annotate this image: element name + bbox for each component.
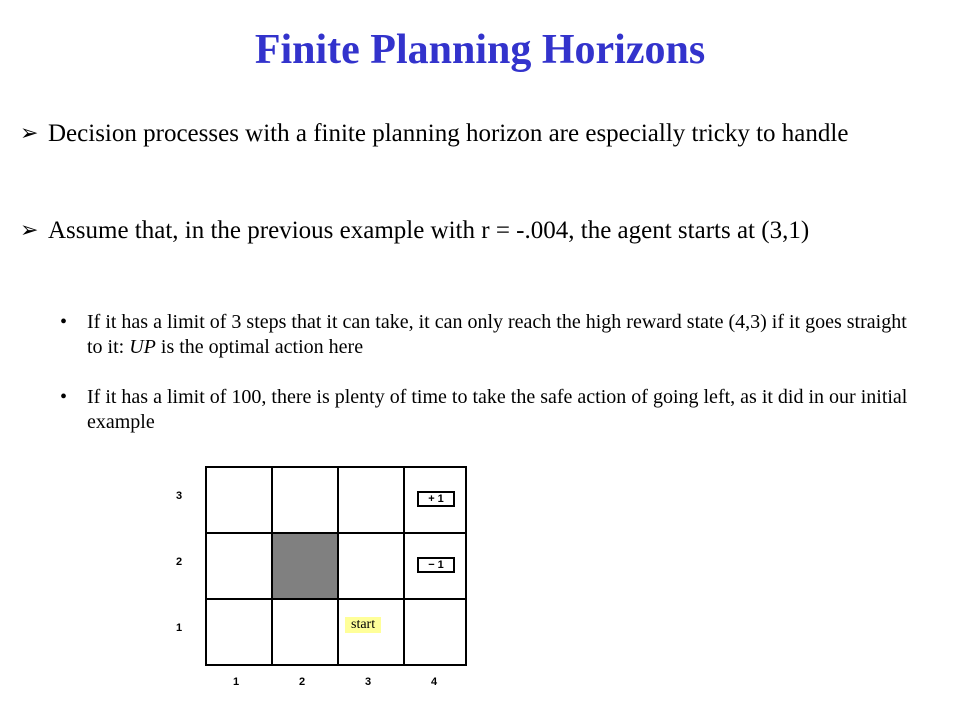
slide-title: Finite Planning Horizons bbox=[254, 27, 706, 73]
grid-cell bbox=[205, 466, 273, 534]
start-label: start bbox=[345, 617, 381, 633]
sub-bullet-text: If it has a limit of 3 steps that it can take, it can only reach the high reward state (4,3) if it goes straight to it: UP is the optimal action here bbox=[87, 311, 907, 358]
grid-cell bbox=[337, 532, 405, 600]
bullet-text: Decision processes with a finite planning horizon are especially tricky to handle bbox=[48, 120, 849, 147]
column-label: 3 bbox=[365, 676, 372, 688]
dot-bullet-icon: • bbox=[60, 311, 68, 333]
row-label: 2 bbox=[176, 556, 183, 568]
grid-cell bbox=[271, 598, 339, 666]
minus-reward-box: − 1 bbox=[417, 557, 455, 573]
row-label: 1 bbox=[176, 622, 183, 634]
grid-cell bbox=[205, 532, 273, 600]
wall-cell bbox=[271, 532, 339, 600]
bullet-item bbox=[20, 215, 900, 247]
sub-bullet-item bbox=[60, 310, 920, 360]
column-label: 4 bbox=[431, 676, 438, 688]
dot-bullet-icon: • bbox=[60, 386, 68, 408]
column-label: 1 bbox=[233, 676, 240, 688]
plus-reward-box: + 1 bbox=[417, 491, 455, 507]
grid-cell bbox=[271, 466, 339, 534]
row-label: 3 bbox=[176, 490, 183, 502]
sub-bullet-item bbox=[60, 385, 920, 435]
grid-cell bbox=[205, 598, 273, 666]
grid-cell bbox=[403, 598, 467, 666]
arrow-bullet-icon: ➢ bbox=[20, 121, 39, 146]
emphasis-text: UP bbox=[129, 336, 156, 358]
bullet-text: Assume that, in the previous example with r = -.004, the agent starts at (3,1) bbox=[48, 217, 810, 244]
grid-world-figure bbox=[165, 460, 485, 700]
arrow-bullet-icon: ➢ bbox=[20, 218, 39, 243]
column-label: 2 bbox=[299, 676, 306, 688]
bullet-item bbox=[20, 118, 900, 150]
sub-bullet-text: If it has a limit of 100, there is plenty of time to take the safe action of going left, as it did in our initial example bbox=[87, 386, 908, 433]
grid-cell bbox=[337, 466, 405, 534]
